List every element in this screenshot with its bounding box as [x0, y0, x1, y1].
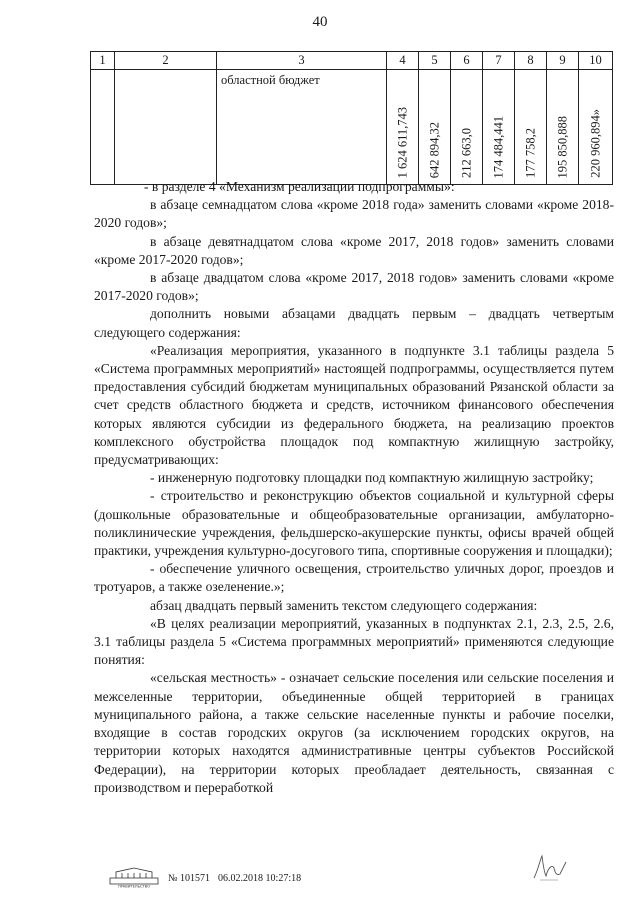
table-cell: [91, 70, 115, 185]
table-header-cell: 8: [515, 52, 547, 70]
budget-value: 177 758,2: [523, 128, 537, 178]
budget-value: 1 624 611,743: [395, 106, 409, 178]
budget-value: 195 850,888: [555, 115, 569, 178]
paragraph: - в разделе 4 «Механизм реализации подпрограммы»:: [144, 179, 455, 194]
logo-caption: ПРАВИТЕЛЬСТВО: [117, 884, 151, 888]
table-header-cell: 4: [387, 52, 419, 70]
budget-value: 642 894,32: [427, 121, 441, 178]
table-header-cell: 10: [579, 52, 613, 70]
table-header-cell: 5: [419, 52, 451, 70]
table-cell: [483, 70, 515, 185]
table-header-cell: 3: [217, 52, 387, 70]
budget-table: [90, 51, 613, 185]
table-cell: [387, 70, 419, 185]
paragraph: дополнить новыми абзацами двадцать первым – двадцать четвертым следующего содержания:: [94, 306, 614, 340]
doc-number: № 101571: [168, 873, 211, 884]
footer: [108, 866, 301, 891]
paragraph: - строительство и реконструкцию объектов социальной и культурной сферы (дошкольные образовательные и общеобразовательные организации, амбулаторно-поликлинические учреждения, фельдшерско-акушерские пункты, офисы врачей общей практики, учреждения культурно-досугового типа, спортивные сооружения и площадки);: [94, 488, 614, 559]
table-cell: [579, 70, 613, 185]
paragraph: - обеспечение уличного освещения, строительство уличных дорог, проездов и тротуаров, а также озеленение.»;: [94, 561, 614, 595]
paragraph: «Реализация мероприятия, указанного в подпункте 3.1 таблицы раздела 5 «Система программных мероприятий» настоящей подпрограммы, осуществляется путем предоставления субсидий бюджетам муниципальных образований Рязанской области за счет средств областного бюджета и средств, источником финансового обеспечения которых являются субсидии из федерального бюджета, на реализацию проектов комплексного обустройства площадок под компактную жилищную застройку, предусматривающих:: [94, 342, 614, 468]
table-cell: [115, 70, 217, 185]
budget-value: 212 663,0: [459, 128, 473, 178]
signature-icon: [530, 850, 570, 889]
paragraph: «В целях реализации мероприятий, указанных в подпунктах 2.1, 2.3, 2.5, 2.6, 3.1 таблицы раздела 5 «Система программных мероприятий» применяются следующие понятия:: [94, 615, 614, 668]
table-cell: [547, 70, 579, 185]
document-body: [94, 178, 614, 797]
table-header-cell: 9: [547, 52, 579, 70]
budget-value: 220 960,894»: [588, 109, 602, 178]
table-header-cell: 7: [483, 52, 515, 70]
budget-label-cell: областной бюджет: [217, 70, 387, 185]
table-header-row: [91, 52, 613, 70]
paragraph: в абзаце девятнадцатом слова «кроме 2017, 2018 годов» заменить словами «кроме 2017-2020 годов»;: [94, 233, 614, 267]
table-row: [91, 70, 613, 185]
budget-value: 174 484,441: [491, 115, 505, 178]
table-cell: [515, 70, 547, 185]
timestamp: 06.02.2018 10:27:18: [218, 873, 302, 884]
table-cell: [419, 70, 451, 185]
paragraph: в абзаце семнадцатом слова «кроме 2018 года» заменить словами «кроме 2018-2020 годов»;: [94, 197, 614, 231]
paragraph: абзац двадцать первый заменить текстом следующего содержания:: [150, 597, 538, 613]
table-header-cell: 1: [91, 52, 115, 70]
paragraph: - инженерную подготовку площадки под компактную жилищную застройку;: [150, 470, 594, 486]
table-header-cell: 6: [451, 52, 483, 70]
building-logo-icon: [108, 866, 160, 891]
table-header-cell: 2: [115, 52, 217, 70]
page-number: 40: [312, 14, 328, 30]
paragraph: в абзаце двадцатом слова «кроме 2017, 2018 годов» заменить словами «кроме 2017-2020 годов»;: [94, 270, 614, 304]
paragraph: «сельская местность» - означает сельские поселения или сельские поселения и межселенные территории, объединенные общей территорией в границах муниципального района, а также сельские населенные пункты и рабочие поселки, входящие в состав городских округов (за исключением городских округов, на территории которых находятся административные центры субъектов Российской Федерации), на территории которых преобладает деятельность, связанная с производством и переработкой: [94, 670, 614, 795]
table-cell: [451, 70, 483, 185]
